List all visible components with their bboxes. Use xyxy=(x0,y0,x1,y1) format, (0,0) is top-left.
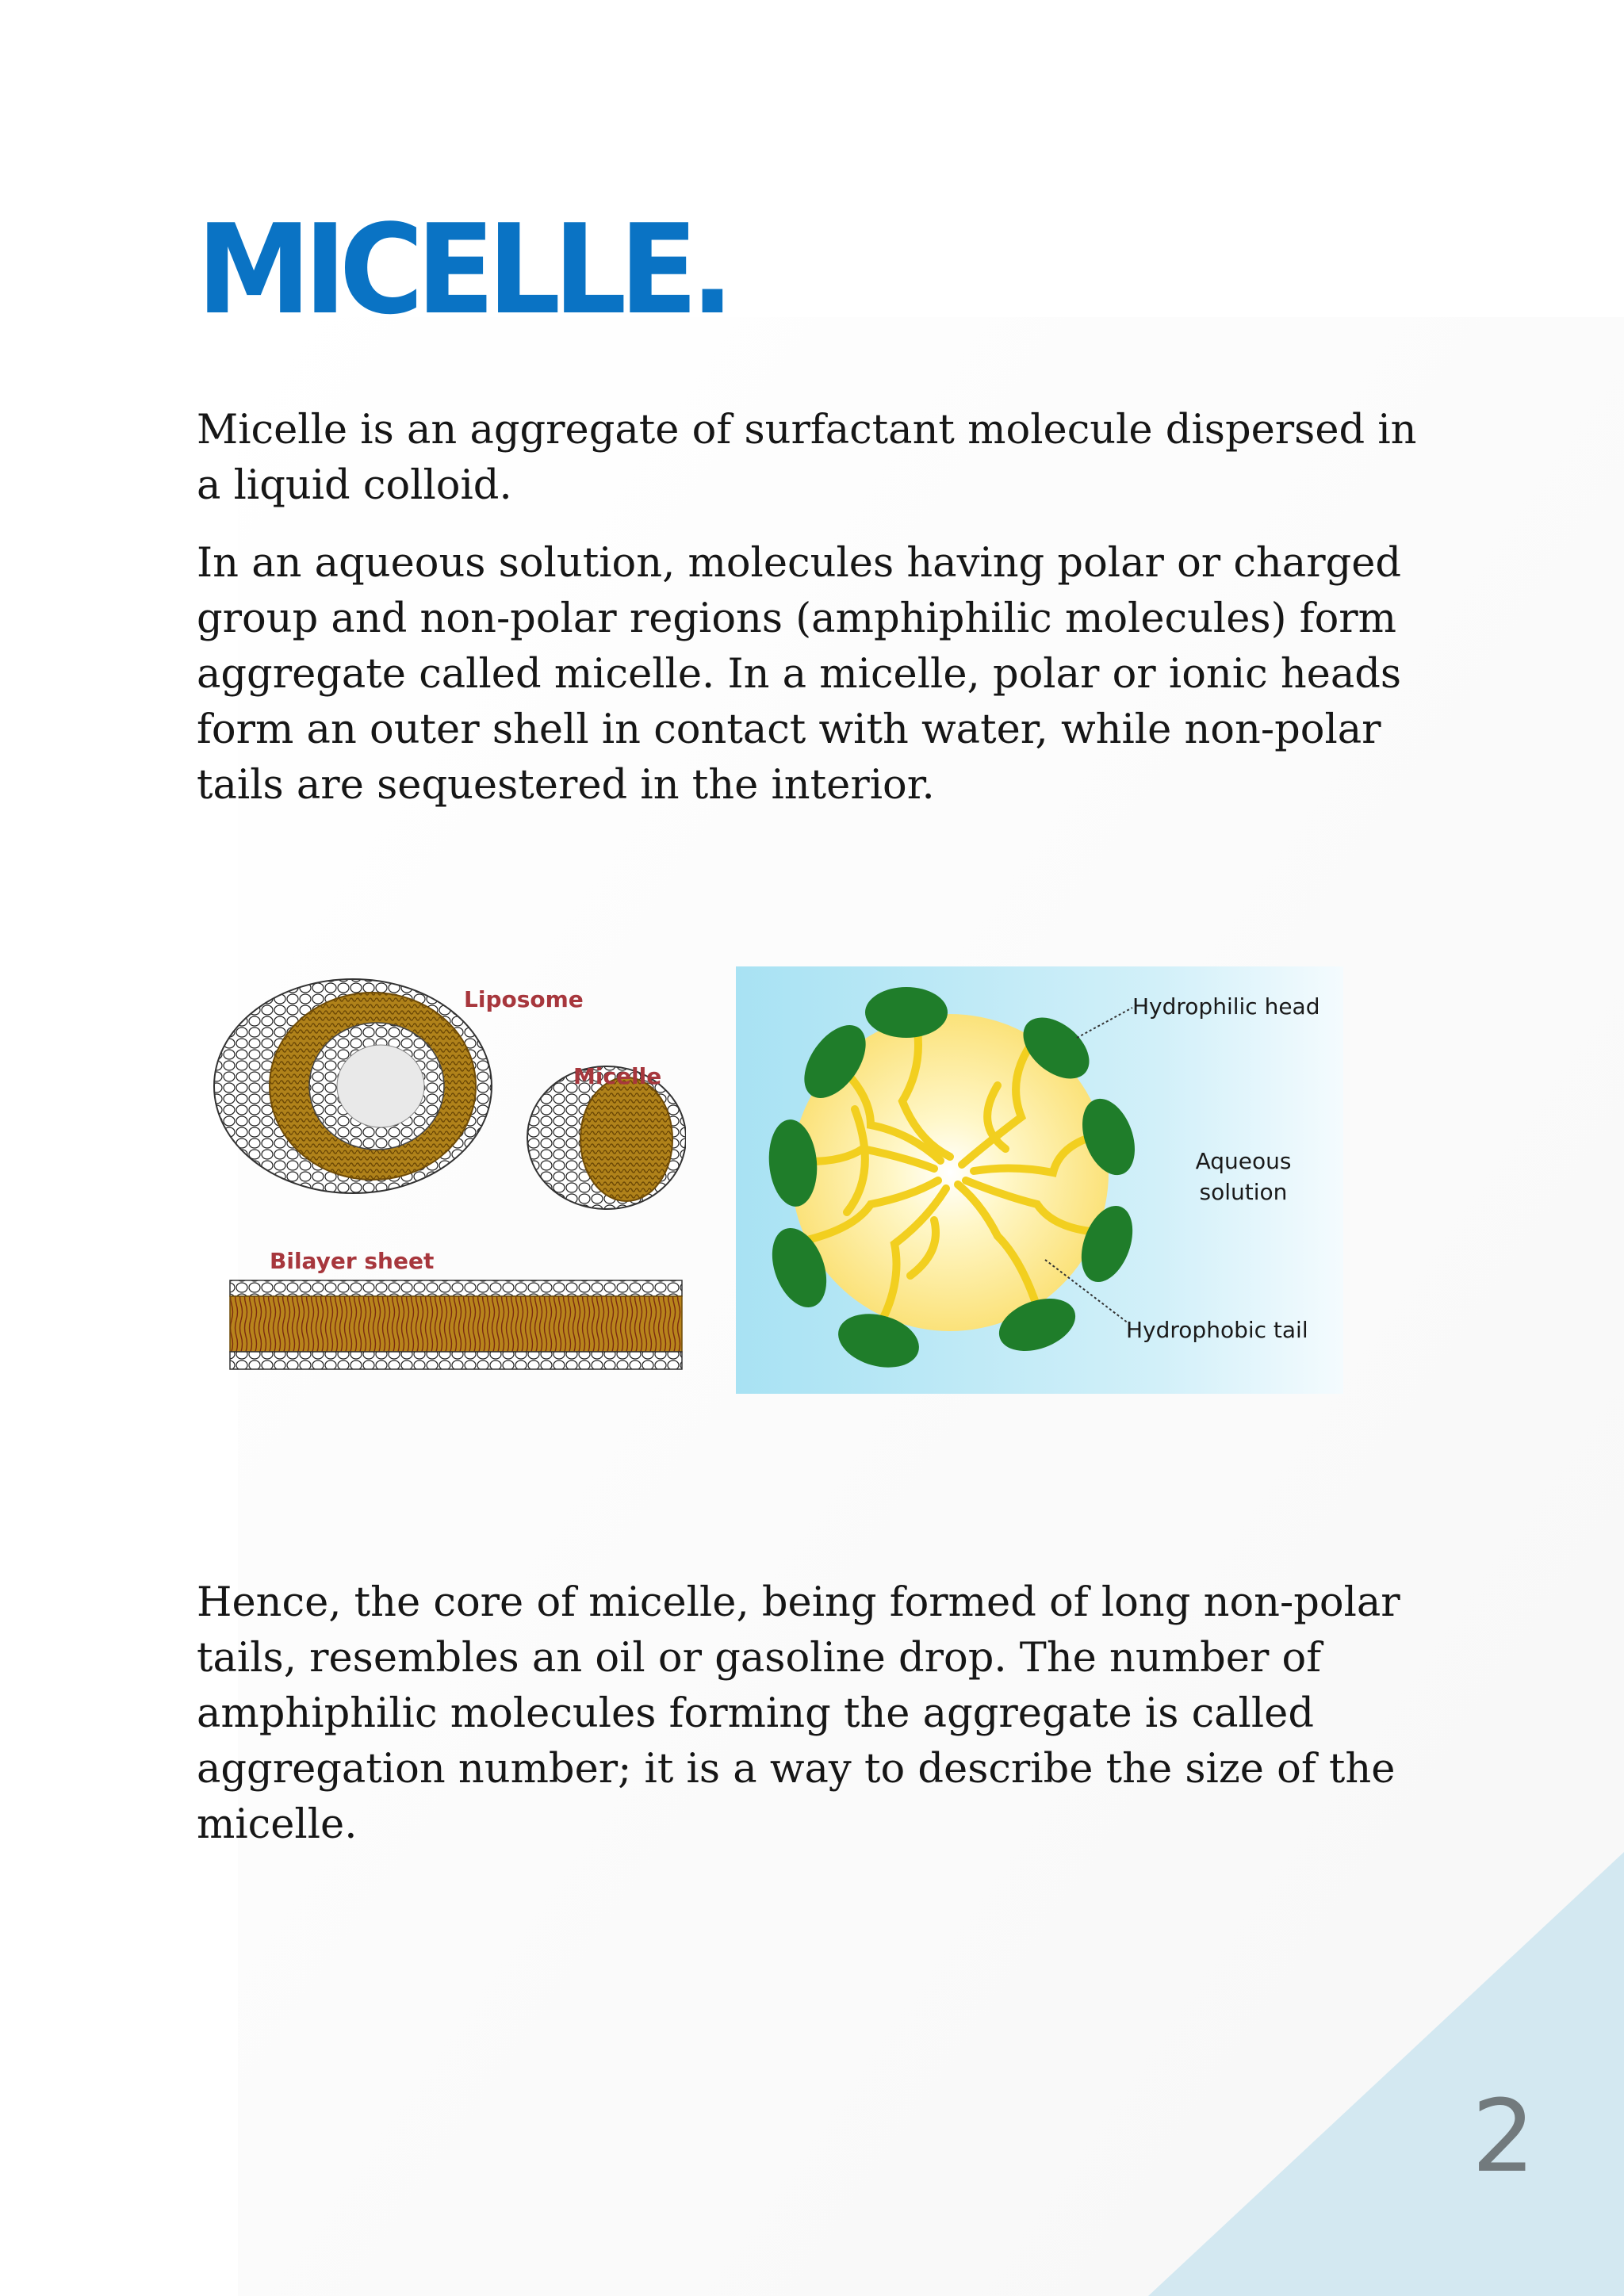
liposome-label: Liposome xyxy=(464,986,584,1012)
aqueous-label-line2: solution xyxy=(1199,1179,1288,1205)
paragraph-description: In an aqueous solution, molecules having polar or charged group and non-polar regions (amphiphilic molecules) form aggregate called micelle. In a micelle, polar or ionic heads form an outer shell in contact with water, while non-polar tails are sequestered in the interior. xyxy=(197,540,1402,809)
paragraph-definition: Micelle is an aggregate of surfactant molecule dispersed in a liquid colloid. xyxy=(197,407,1417,509)
micelle-label: Micelle xyxy=(573,1063,662,1089)
liposome-micelle-bilayer-figure xyxy=(210,971,686,1383)
page-title: MICELLE. xyxy=(197,197,727,342)
liposome-diagram xyxy=(214,979,492,1193)
bilayer-sheet-label: Bilayer sheet xyxy=(270,1248,435,1274)
bilayer-sheet-diagram xyxy=(230,1280,682,1369)
paragraph-aggregation-number: Hence, the core of micelle, being formed of long non-polar tails, resembles an oil or gasoline drop. The number of amphiphilic molecules forming the aggregate is called aggregation number; it is a way to describe the size of the micelle. xyxy=(197,1579,1400,1848)
page-number: 2 xyxy=(1471,2078,1535,2195)
micelle-cross-section-figure xyxy=(736,966,1343,1394)
hydrophilic-head-label: Hydrophilic head xyxy=(1132,993,1320,1020)
aqueous-label-line1: Aqueous xyxy=(1195,1148,1292,1174)
hydrophobic-tail-label: Hydrophobic tail xyxy=(1126,1317,1308,1343)
